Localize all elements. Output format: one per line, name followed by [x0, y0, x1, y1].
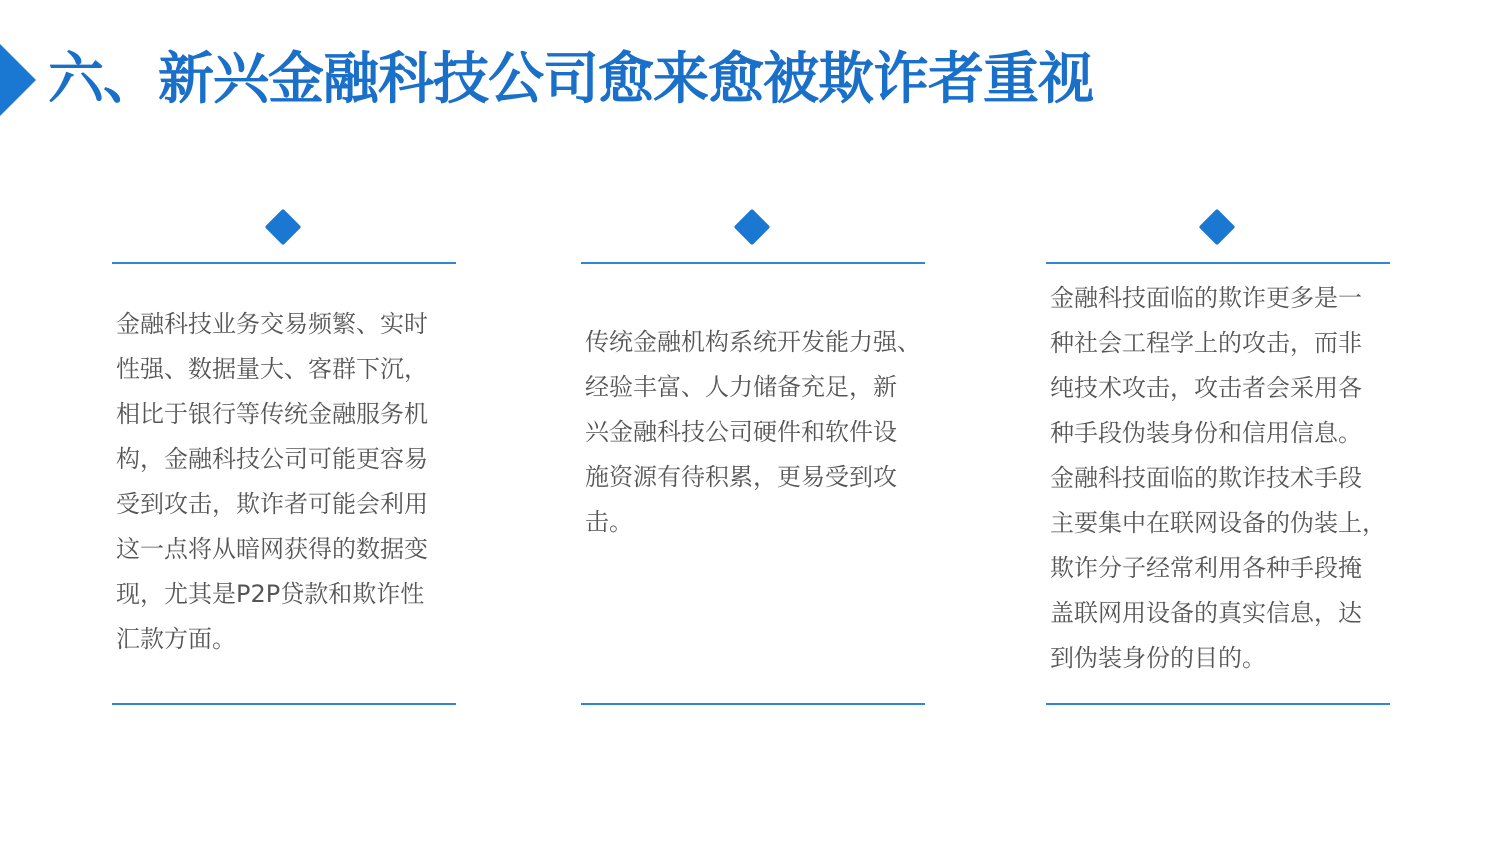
card-bottom-divider [1046, 703, 1390, 705]
card-body-text: 金融科技业务交易频繁、实时 性强、数据量大、客群下沉， 相比于银行等传统金融服务机 构，金融科技公司可能更容易 受到攻击，欺诈者可能会利用 这一点将从暗网获得的数据变 现，尤其是P2P贷款和欺诈性 汇款方面。 [116, 310, 428, 653]
card-body-text: 金融科技面临的欺诈更多是一 种社会工程学上的攻击，而非 纯技术攻击，攻击者会采用各 种手段伪装身份和信用信息。 金融科技面临的欺诈技术手段 主要集中在联网设备的伪装上， 欺诈分子经常利用各种手段掩 盖联网用设备的真实信息，达 到伪装身份的目的。 [1050, 284, 1386, 672]
info-card-2 [581, 0, 925, 844]
card-top-divider [581, 262, 925, 264]
diamond-icon [1199, 209, 1236, 246]
card-top-divider [1046, 262, 1390, 264]
diamond-icon [734, 209, 771, 246]
slide-title: 六、新兴金融科技公司愈来愈被欺诈者重视 [48, 47, 1093, 112]
diamond-icon [265, 209, 302, 246]
card-top-divider [112, 262, 456, 264]
info-card-3 [1046, 0, 1390, 844]
info-card-1 [112, 0, 456, 844]
card-bottom-divider [581, 703, 925, 705]
card-body-text: 传统金融机构系统开发能力强、 经验丰富、人力储备充足，新 兴金融科技公司硬件和软件设 施资源有待积累，更易受到攻 击。 [585, 328, 921, 536]
card-bottom-divider [112, 703, 456, 705]
title-marker-arrow [0, 44, 36, 116]
